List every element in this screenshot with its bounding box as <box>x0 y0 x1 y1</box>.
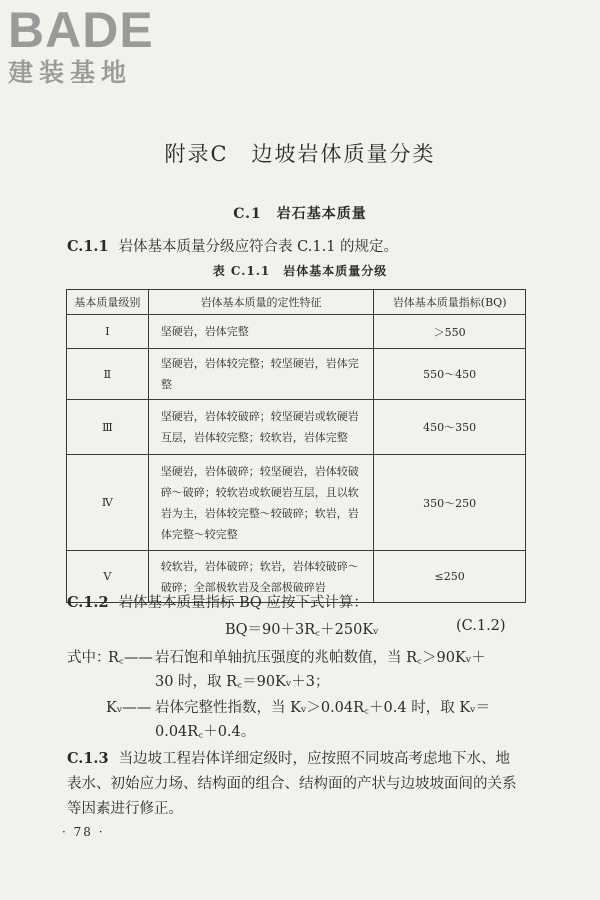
table-row <box>67 400 526 455</box>
clause-number: C.1.2 <box>67 594 109 611</box>
bq-cell: 450～350 <box>374 400 526 455</box>
bq-cell: 550～450 <box>374 349 526 400</box>
kv-definition-line2: 0.04R꜀＋0.4。 <box>155 724 256 740</box>
description-cell: 较软岩，岩体破碎；软岩，岩体较破碎～破碎；全部极软岩及全部极破碎岩 <box>148 551 374 603</box>
appendix-title: 附录C 边坡岩体质量分类 <box>164 142 436 166</box>
grade-cell: Ⅳ <box>67 455 149 551</box>
table-header-row <box>67 290 526 315</box>
clause-text: 当边坡工程岩体详细定级时，应按照不同坡高考虑地下水、地表水、初始应力场、结构面的组合、结构面的产状与边坡坡面间的关系等因素进行修正。 <box>67 751 517 817</box>
grade-cell: Ⅰ <box>67 315 149 349</box>
clause-text: 岩体基本质量分级应符合表 C.1.1 的规定。 <box>118 239 399 255</box>
header-grade: 基本质量级别 <box>67 290 149 315</box>
clause-number: C.1.3 <box>67 750 109 767</box>
bq-cell: ≤250 <box>374 551 526 603</box>
where-prefix: 式中： <box>67 650 111 666</box>
rc-symbol: R꜀—— <box>108 650 153 666</box>
description-cell: 坚硬岩，岩体较完整；较坚硬岩，岩体完整 <box>148 349 374 400</box>
page-number: · 78 · <box>62 825 105 839</box>
table-row <box>67 315 526 349</box>
bq-cell: ＞550 <box>374 315 526 349</box>
clause-c-1-3 <box>67 746 522 822</box>
logo-brand: BADE <box>8 2 154 58</box>
equation: BQ＝90＋3R꜀＋250Kᵥ <box>225 622 379 638</box>
header-description: 岩体基本质量的定性特征 <box>148 290 374 315</box>
logo-subtitle: 建装基地 <box>8 58 133 87</box>
bq-cell: 350～250 <box>374 455 526 551</box>
table-row <box>67 455 526 551</box>
header-bq: 岩体基本质量指标(BQ) <box>374 290 526 315</box>
table-row <box>67 349 526 400</box>
grade-cell: Ⅲ <box>67 400 149 455</box>
section-title: C.1 岩石基本质量 <box>233 206 367 222</box>
rc-definition-line2: 30 时，取 R꜀＝90Kᵥ＋3； <box>155 674 330 690</box>
table-caption: 表 C.1.1 岩体基本质量分级 <box>212 264 388 278</box>
rock-quality-table <box>66 289 526 603</box>
clause-c-1-1 <box>67 233 522 261</box>
clause-c-1-2 <box>67 589 522 617</box>
equation-number: (C.1.2) <box>456 618 506 634</box>
clause-text: 岩体基本质量指标 BQ 应按下式计算： <box>118 595 368 611</box>
kv-definition-line1: 岩体完整性指数，当 Kᵥ＞0.04R꜀＋0.4 时，取 Kᵥ＝ <box>155 700 491 716</box>
kv-symbol: Kᵥ—— <box>106 700 152 716</box>
grade-cell: Ⅱ <box>67 349 149 400</box>
description-cell: 坚硬岩，岩体较破碎；较坚硬岩或软硬岩互层，岩体较完整；较软岩，岩体完整 <box>148 400 374 455</box>
grade-cell: Ⅴ <box>67 551 149 603</box>
description-cell: 坚硬岩，岩体完整 <box>148 315 374 349</box>
description-cell: 坚硬岩，岩体破碎；较坚硬岩，岩体较破碎～破碎；较软岩或软硬岩互层，且以软岩为主，岩体较完整～较破碎；软岩，岩体完整～较完整 <box>148 455 374 551</box>
rc-definition-line1: 岩石饱和单轴抗压强度的兆帕数值，当 R꜀＞90Kᵥ＋ <box>155 650 486 666</box>
clause-number: C.1.1 <box>67 238 109 255</box>
logo <box>8 4 183 88</box>
